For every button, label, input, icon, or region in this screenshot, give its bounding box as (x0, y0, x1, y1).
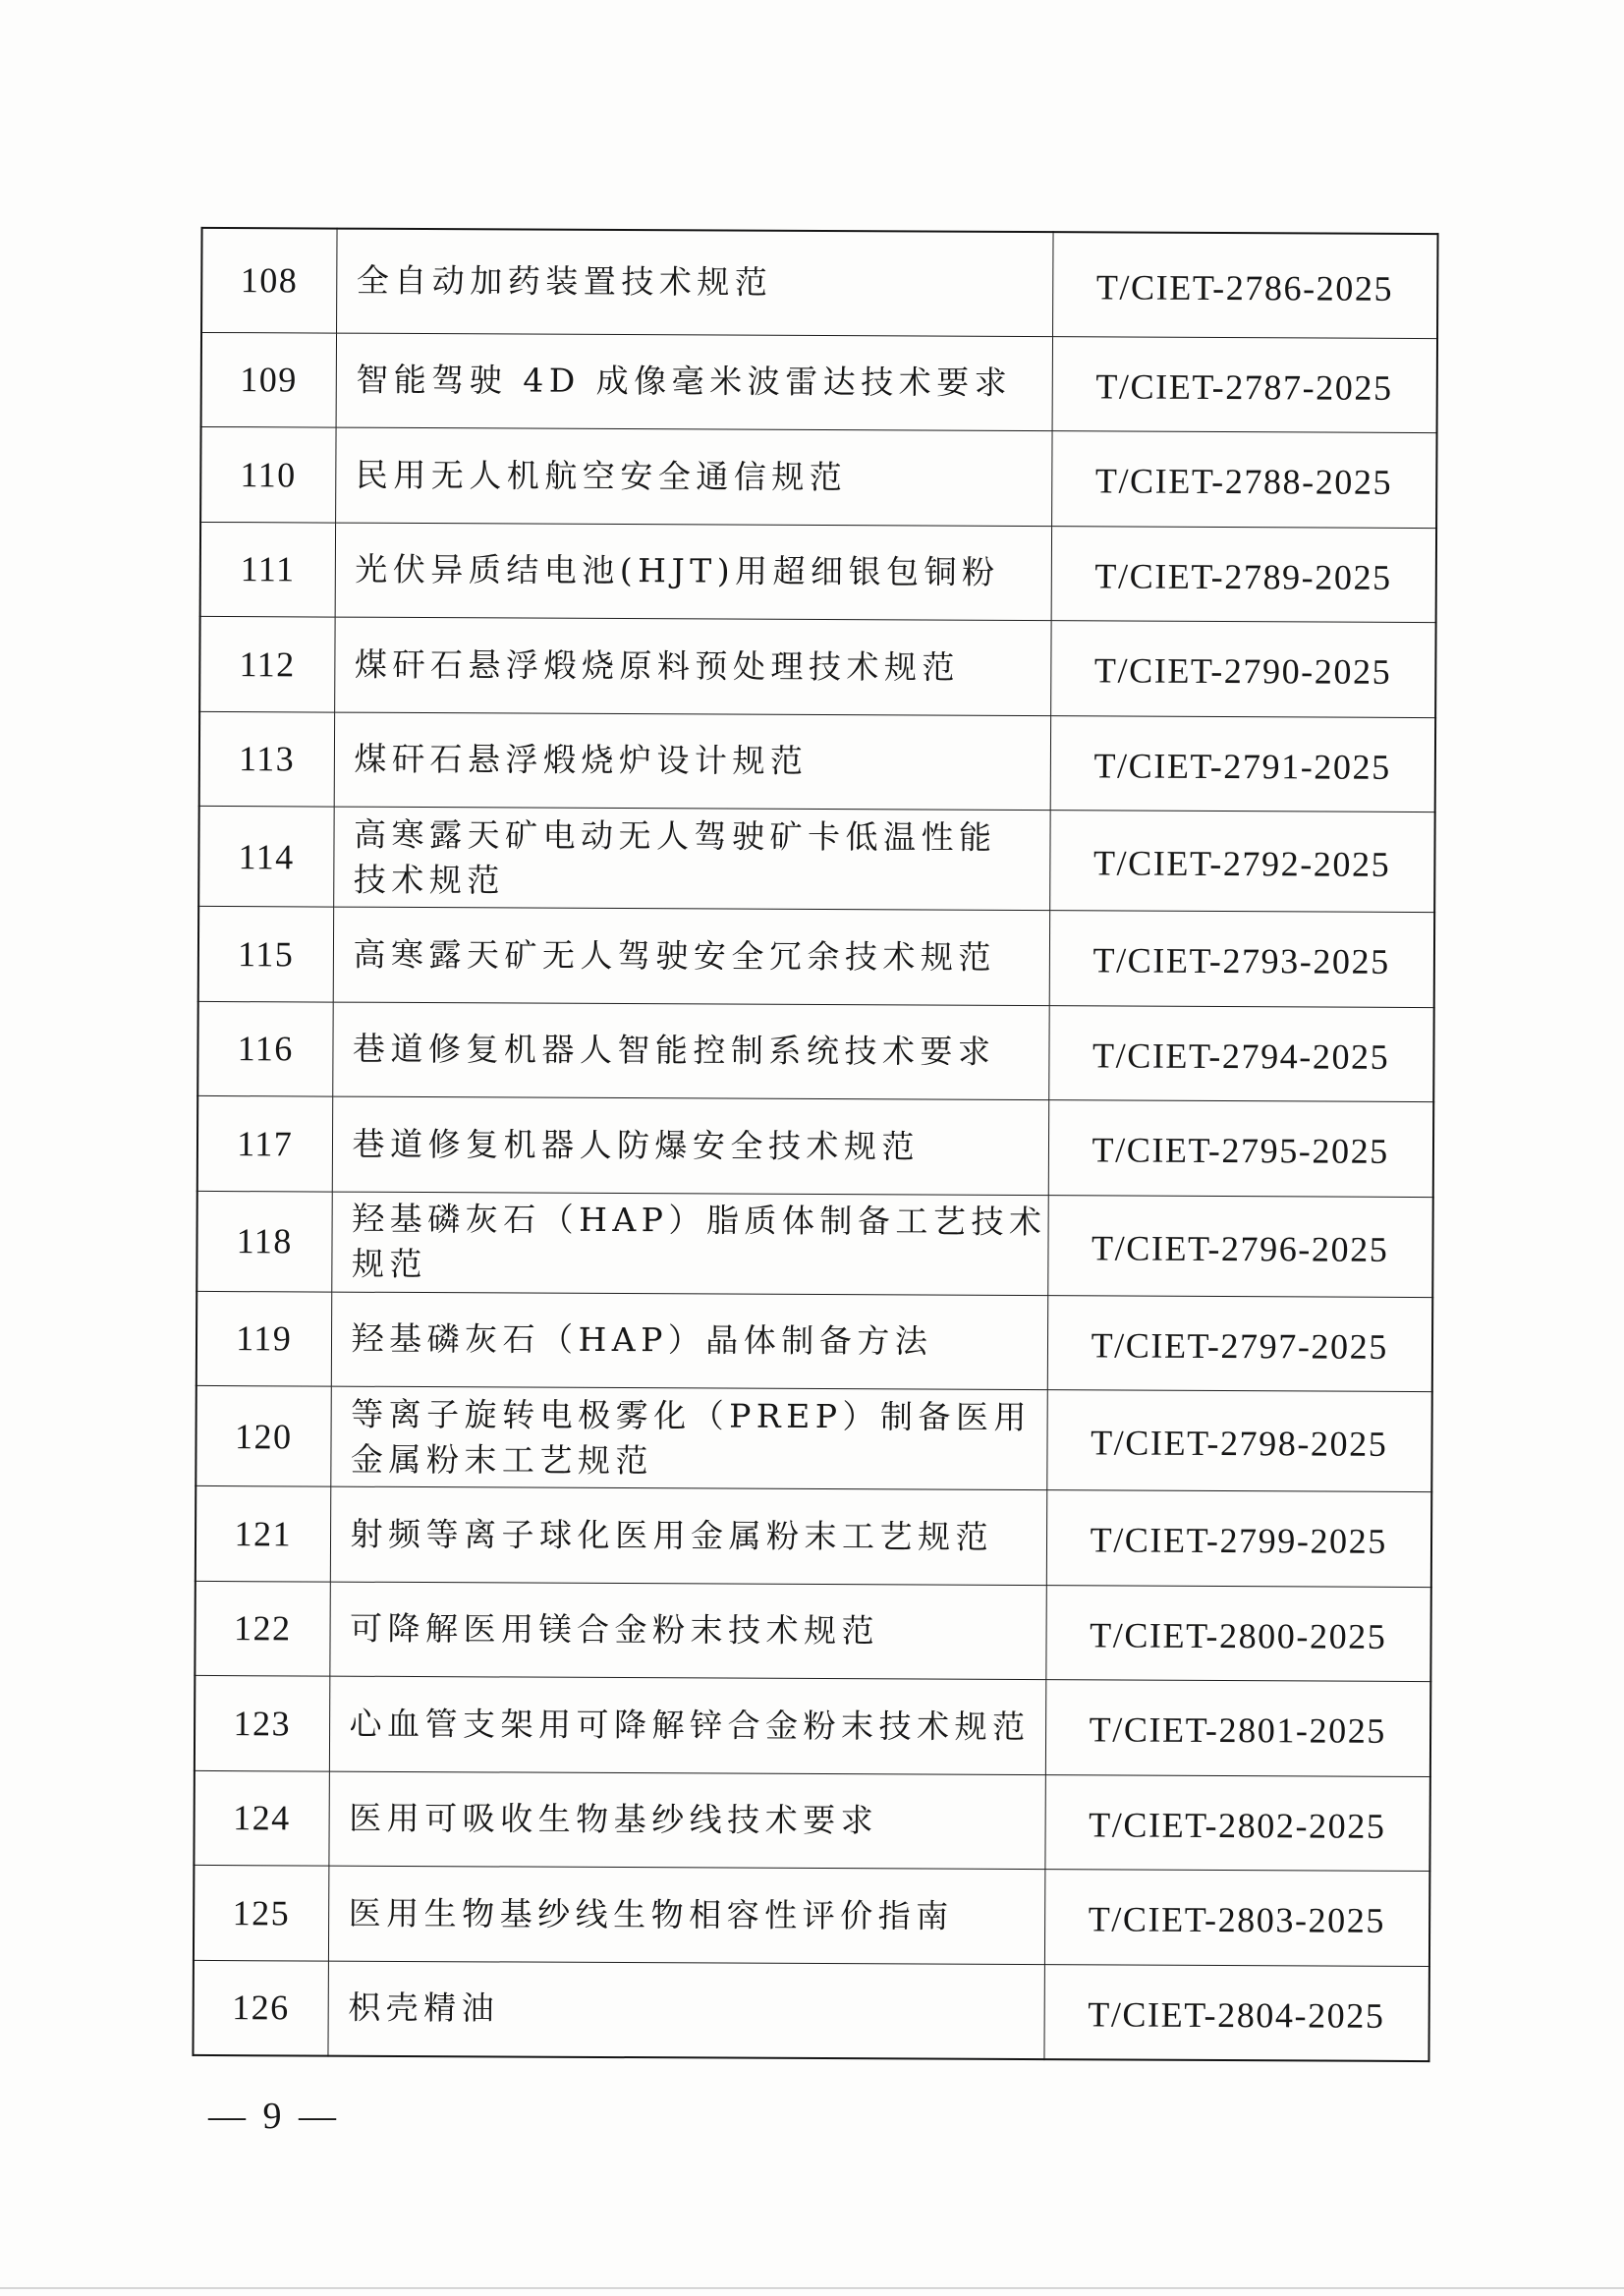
page-number: — 9 — (208, 2096, 340, 2137)
table-row (196, 1191, 1432, 1297)
standard-code: T/CIET-2802-2025 (1044, 1774, 1429, 1871)
standard-name: 光伏异质结电池(HJT)用超细银包铜粉 (335, 523, 1051, 621)
table-row (194, 1770, 1429, 1872)
standard-code: T/CIET-2801-2025 (1045, 1680, 1430, 1776)
standard-code: T/CIET-2803-2025 (1044, 1870, 1429, 1966)
table-row (195, 1581, 1430, 1682)
row-number: 111 (200, 522, 335, 617)
table-row (197, 1095, 1433, 1197)
row-number: 123 (195, 1675, 329, 1770)
standard-name: 医用可吸收生物基纱线技术要求 (328, 1771, 1044, 1870)
standards-table (192, 227, 1438, 2062)
standard-name: 巷道修复机器人防爆安全技术规范 (332, 1096, 1048, 1195)
standard-name: 智能驾驶 4D 成像毫米波雷达技术要求 (336, 333, 1052, 431)
table-row (196, 1291, 1432, 1392)
standard-name: 民用无人机航空安全通信规范 (335, 427, 1051, 526)
table-row (201, 332, 1437, 433)
standard-name: 心血管支架用可降解锌合金粉末技术规范 (329, 1676, 1045, 1774)
row-number: 116 (197, 1001, 332, 1096)
row-number: 113 (199, 711, 334, 807)
standard-code: T/CIET-2797-2025 (1047, 1295, 1432, 1391)
scan-edge-line (0, 2287, 1624, 2289)
row-number: 108 (201, 228, 337, 333)
row-number: 114 (198, 806, 333, 907)
standard-code: T/CIET-2792-2025 (1049, 811, 1434, 913)
standard-name: 高寒露天矿电动无人驾驶矿卡低温性能 技术规范 (333, 807, 1049, 911)
row-number: 110 (200, 426, 335, 522)
row-number: 109 (201, 332, 336, 427)
table-row (200, 426, 1436, 528)
row-number: 122 (195, 1581, 329, 1676)
row-number: 121 (196, 1485, 330, 1581)
standard-code: T/CIET-2793-2025 (1049, 911, 1434, 1007)
standard-name: 高寒露天矿无人驾驶安全冗余技术规范 (333, 907, 1049, 1005)
row-number: 118 (196, 1191, 331, 1292)
row-number: 120 (196, 1385, 330, 1486)
standard-name: 等离子旋转电极雾化（PREP）制备医用 金属粉末工艺规范 (330, 1386, 1046, 1490)
row-number: 124 (194, 1770, 328, 1866)
table-row (198, 806, 1434, 912)
table-row (200, 522, 1436, 623)
standard-code: T/CIET-2799-2025 (1046, 1490, 1431, 1587)
standard-code: T/CIET-2786-2025 (1052, 232, 1438, 338)
standard-code: T/CIET-2790-2025 (1050, 621, 1435, 717)
standards-table-body (193, 228, 1437, 2061)
standard-code: T/CIET-2795-2025 (1048, 1100, 1433, 1197)
standard-code: T/CIET-2804-2025 (1043, 1964, 1428, 2060)
standard-code: T/CIET-2798-2025 (1046, 1390, 1431, 1492)
table-row (197, 1001, 1433, 1102)
row-number: 117 (197, 1095, 332, 1191)
standard-name: 煤矸石悬浮煅烧原料预处理技术规范 (334, 617, 1050, 715)
standard-name: 羟基磷灰石（HAP）晶体制备方法 (331, 1292, 1047, 1390)
row-number: 119 (196, 1291, 331, 1386)
standard-name: 巷道修复机器人智能控制系统技术要求 (332, 1002, 1048, 1100)
standard-name: 可降解医用镁合金粉末技术规范 (329, 1582, 1045, 1680)
standard-name: 羟基磷灰石（HAP）脂质体制备工艺技术 规范 (331, 1192, 1047, 1296)
standard-name: 煤矸石悬浮煅烧炉设计规范 (334, 712, 1050, 811)
standard-name: 射频等离子球化医用金属粉末工艺规范 (330, 1486, 1046, 1585)
table-row (198, 906, 1434, 1007)
standard-code: T/CIET-2787-2025 (1052, 336, 1437, 432)
standard-name: 医用生物基纱线生物相容性评价指南 (328, 1866, 1044, 1964)
standard-code: T/CIET-2788-2025 (1051, 431, 1436, 528)
standard-code: T/CIET-2791-2025 (1050, 715, 1435, 812)
table-row (199, 616, 1435, 717)
standard-name: 枳壳精油 (327, 1961, 1043, 2059)
standard-name: 全自动加药装置技术规范 (336, 229, 1053, 337)
row-number: 126 (193, 1960, 327, 2055)
table-row (196, 1485, 1431, 1587)
row-number: 112 (199, 616, 334, 711)
standard-code: T/CIET-2796-2025 (1047, 1195, 1432, 1297)
row-number: 115 (198, 906, 333, 1001)
table-row (195, 1675, 1430, 1776)
table-row (196, 1385, 1431, 1491)
standard-code: T/CIET-2789-2025 (1051, 526, 1436, 622)
table-row (199, 711, 1435, 812)
table-row (193, 1960, 1428, 2061)
row-number: 125 (194, 1865, 328, 1960)
standard-code: T/CIET-2800-2025 (1045, 1585, 1430, 1681)
standard-code: T/CIET-2794-2025 (1048, 1005, 1433, 1101)
table-row (194, 1865, 1429, 1966)
table-row (201, 228, 1438, 338)
